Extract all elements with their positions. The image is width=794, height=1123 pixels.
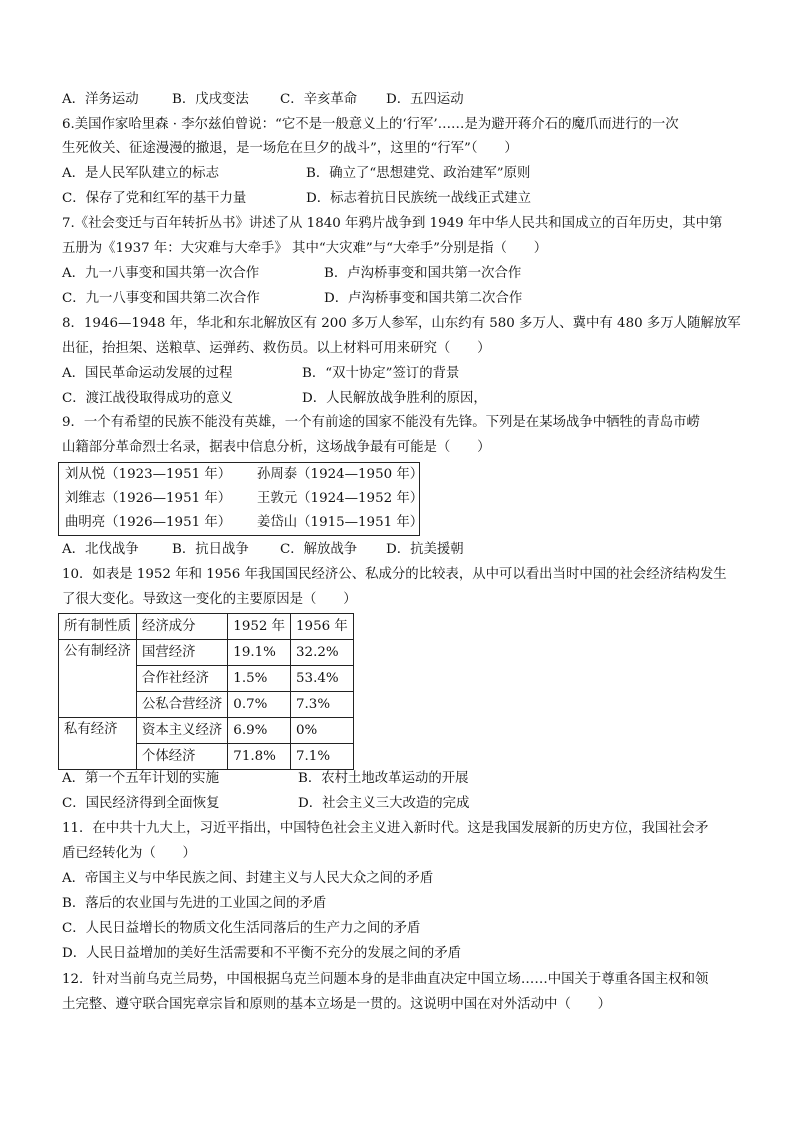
table-cell: 资本主义经济: [136, 718, 227, 744]
q12-stem-line-2: 土完整、遵守联合国宪章宗旨和原则的基本立场是一贯的。这说明中国在对外活动中（ ）: [62, 997, 612, 1012]
table-cell: 0%: [291, 718, 354, 744]
table-cell: 6.9%: [228, 718, 291, 744]
q10-stem-line-2: 了很大变化。导致这一变化的主要原因是（ ）: [62, 592, 357, 607]
q5-option-d[interactable]: D．五四运动: [386, 92, 464, 107]
martyr-entry: 王敦元（1924—1952 年）: [257, 491, 424, 506]
q9-option-a[interactable]: A．北伐战争: [62, 542, 139, 557]
table-row: [59, 718, 354, 744]
q7-stem-line-2: 五册为《1937 年：大灾难与大牵手》 其中“大灾难”与“大牵手”分别是指（ ）: [62, 241, 548, 256]
q7-stem-line-1: 7.《社会变迁与百年转折丛书》讲述了从 1840 年鸦片战争到 1949 年中华人民共和国成立的百年历史，其中第: [62, 216, 723, 231]
table-header: 1952 年: [228, 614, 291, 640]
q8-stem-line-2: 出征，抬担架、送粮草、运弹药、救伤员。以上材料可用来研究（ ）: [62, 341, 491, 356]
ownership-group-private: 私有经济: [59, 718, 137, 770]
q7-option-c[interactable]: C．九一八事变和国共第二次合作: [62, 291, 260, 306]
q5-option-a[interactable]: A．洋务运动: [62, 92, 139, 107]
q10-stem-line-1: 10．如表是 1952 年和 1956 年我国国民经济公、私成分的比较表，从中可以看出当时中国的社会经济结构发生: [62, 567, 727, 582]
q8-option-a[interactable]: A．国民革命运动发展的过程: [62, 366, 233, 381]
q11-option-c[interactable]: C．人民日益增长的物质文化生活同落后的生产力之间的矛盾: [62, 921, 421, 936]
q11-option-b[interactable]: B．落后的农业国与先进的工业国之间的矛盾: [62, 896, 327, 911]
q8-option-b[interactable]: B．“双十协定”签订的背景: [302, 366, 460, 381]
q7-option-a[interactable]: A．九一八事变和国共第一次合作: [62, 266, 260, 281]
q10-option-d[interactable]: D．社会主义三大改造的完成: [298, 796, 470, 811]
q7-option-b[interactable]: B．卢沟桥事变和国共第一次合作: [324, 266, 522, 281]
table-row: [59, 640, 354, 666]
economy-comparison-table: [58, 613, 354, 770]
q6-option-c[interactable]: C．保存了党和红军的基干力量: [62, 191, 247, 206]
q10-option-a[interactable]: A．第一个五年计划的实施: [62, 771, 219, 786]
q9-option-d[interactable]: D．抗美援朝: [386, 542, 464, 557]
q9-option-c[interactable]: C．解放战争: [280, 542, 358, 557]
table-cell: 19.1%: [228, 640, 291, 666]
q11-stem-line-2: 盾已经转化为（ ）: [62, 846, 196, 861]
q12-stem-line-1: 12．针对当前乌克兰局势，中国根据乌克兰问题本身的是非曲直决定中国立场……中国关于尊重各国主权和领: [62, 972, 709, 987]
martyr-entry: 孙周泰（1924—1950 年）: [257, 467, 424, 482]
q9-option-b[interactable]: B．抗日战争: [172, 542, 249, 557]
table-cell: 32.2%: [291, 640, 354, 666]
q11-option-d[interactable]: D．人民日益增加的美好生活需要和不平衡不充分的发展之间的矛盾: [62, 946, 462, 961]
table-cell: 0.7%: [228, 692, 291, 718]
q8-stem-line-1: 8．1946—1948 年，华北和东北解放区有 200 多万人参军，山东约有 580 多万人、冀中有 480 多万人随解放军: [62, 316, 741, 331]
q7-option-d[interactable]: D．卢沟桥事变和国共第二次合作: [324, 291, 523, 306]
q6-option-b[interactable]: B．确立了“思想建党、政治建军”原则: [306, 166, 531, 181]
martyr-entry: 刘从悦（1923—1951 年）: [65, 467, 232, 482]
table-header-row: [59, 614, 354, 640]
q6-option-a[interactable]: A．是人民军队建立的标志: [62, 166, 219, 181]
table-header: 经济成分: [136, 614, 227, 640]
martyrs-list-box: [58, 462, 424, 536]
q9-stem-line-2: 山籍部分革命烈士名录，据表中信息分析，这场战争最有可能是（ ）: [62, 440, 491, 455]
ownership-group-public: 公有制经济: [59, 640, 137, 718]
q8-option-d[interactable]: D．人民解放战争胜利的原因，: [302, 391, 487, 406]
q10-option-b[interactable]: B．农村土地改革运动的开展: [298, 771, 469, 786]
table-cell: 国营经济: [136, 640, 227, 666]
table-cell: 个体经济: [136, 744, 227, 770]
q5-option-c[interactable]: C．辛亥革命: [280, 92, 358, 107]
q11-option-a[interactable]: A．帝国主义与中华民族之间、封建主义与人民大众之间的矛盾: [62, 871, 434, 886]
table-cell: 71.8%: [228, 744, 291, 770]
table-cell: 7.1%: [291, 744, 354, 770]
q6-stem-line-2: 生死攸关、征途漫漫的撤退，是一场危在旦夕的战斗”，这里的“行军”（ ）: [62, 141, 518, 156]
q9-stem-line-1: 9．一个有希望的民族不能没有英雄，一个有前途的国家不能没有先锋。下列是在某场战争中牺牲的青岛市崂: [62, 415, 700, 430]
martyr-entry: 曲明亮（1926—1951 年）: [65, 515, 232, 530]
martyr-entry: 姜岱山（1915—1951 年）: [257, 515, 424, 530]
table-cell: 1.5%: [228, 666, 291, 692]
table-cell: 公私合营经济: [136, 692, 227, 718]
table-cell: 53.4%: [291, 666, 354, 692]
q6-option-d[interactable]: D．标志着抗日民族统一战线正式建立: [306, 191, 531, 206]
martyr-entry: 刘维志（1926—1951 年）: [65, 491, 232, 506]
table-header: 所有制性质: [59, 614, 137, 640]
table-header: 1956 年: [291, 614, 354, 640]
q5-option-b[interactable]: B．戊戌变法: [172, 92, 249, 107]
table-cell: 7.3%: [291, 692, 354, 718]
q6-stem-line-1: 6.美国作家哈里森 · 李尔兹伯曾说：“它不是一般意义上的‘行军’……是为避开蒋介石的魔爪而进行的一次: [62, 117, 679, 132]
q11-stem-line-1: 11．在中共十九大上，习近平指出，中国特色社会主义进入新时代。这是我国发展新的历史方位，我国社会矛: [62, 821, 709, 836]
table-cell: 合作社经济: [136, 666, 227, 692]
q10-option-c[interactable]: C．国民经济得到全面恢复: [62, 796, 220, 811]
q8-option-c[interactable]: C．渡江战役取得成功的意义: [62, 391, 233, 406]
